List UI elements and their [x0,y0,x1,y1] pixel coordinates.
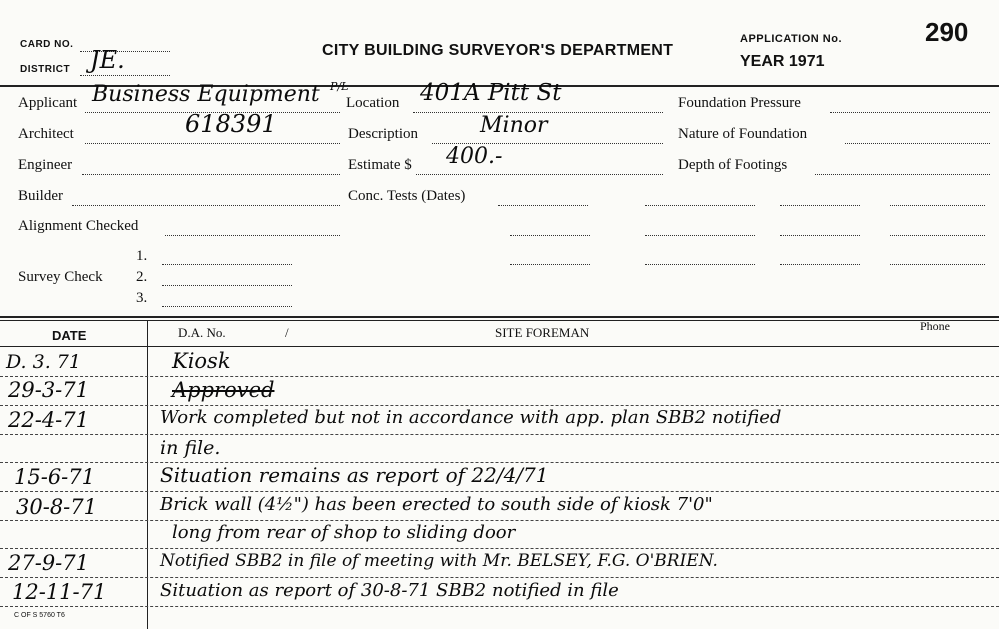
conc-line-a3 [510,264,590,265]
location-value: 401A Pitt St [420,80,562,106]
foundation-pressure-label: Foundation Pressure [678,95,801,111]
conc-tests-label: Conc. Tests (Dates) [348,188,466,204]
architect-value: 618391 [185,110,277,138]
conc-line-b3 [645,264,755,265]
row-note: Work completed but not in accordance with app. plan SBB2 notified [160,407,782,428]
estimate-label: Estimate $ [348,157,412,173]
row-separator [0,606,999,607]
conc-line-b2 [645,235,755,236]
row-separator [0,520,999,521]
survey-line-3 [162,306,292,307]
row-note: Situation as report of 30-8-71 SBB2 notified in file [160,580,619,601]
table-header-divider [0,346,999,347]
district-line [80,75,170,76]
engineer-line [82,174,340,175]
conc-line-d1 [890,205,985,206]
card-no-label: CARD NO. [20,39,74,50]
nature-foundation-label: Nature of Foundation [678,126,808,142]
engineer-label: Engineer [18,157,73,173]
row-note: in file. [160,437,221,459]
conc-line-c3 [780,264,860,265]
row-separator [0,577,999,578]
conc-line-a1 [498,205,588,206]
conc-line-b1 [645,205,755,206]
row-note: Approved [172,378,275,402]
row-date: 12-11-71 [12,580,107,604]
row-date: D. 3. 71 [6,351,81,373]
phone-header: Phone [920,319,950,333]
depth-footings-label: Depth of Footings [678,157,788,173]
alignment-line [165,235,340,236]
description-label: Description [348,126,418,142]
architect-label: Architect [18,126,74,142]
applicant-label: Applicant [18,95,78,111]
depth-footings-line [815,174,990,175]
date-header: DATE [52,328,87,343]
da-no-header: D.A. No. [178,325,226,340]
site-foreman-header: SITE FOREMAN [495,325,590,340]
description-value: Minor [480,113,548,138]
survey-num-2: 2. [136,269,148,285]
architect-line [85,143,340,144]
nature-foundation-line [845,143,990,144]
row-separator [0,376,999,377]
department-title: CITY BUILDING SURVEYOR'S DEPARTMENT [322,42,674,59]
estimate-line [416,174,663,175]
application-label: APPLICATION No. [740,33,843,45]
survey-num-3: 3. [136,290,148,306]
estimate-value: 400.- [446,144,503,169]
conc-line-d3 [890,264,985,265]
foundation-pressure-line [830,112,990,113]
row-separator [0,491,999,492]
builder-label: Builder [18,188,63,204]
survey-check-label: Survey Check [18,269,103,285]
row-note: long from rear of shop to sliding door [172,522,516,543]
row-note: Notified SBB2 in file of meeting with Mr. BELSEY, F.G. O'BRIEN. [160,551,718,571]
row-date: 30-8-71 [16,495,97,519]
row-separator [0,548,999,549]
row-note: Kiosk [172,349,231,373]
row-separator [0,434,999,435]
survey-num-1: 1. [136,248,148,264]
row-note: Brick wall (4½") has been erected to south side of kiosk 7'0" [160,494,713,515]
applicant-value: Business Equipment [92,82,320,107]
district-value: JE. [90,46,125,74]
da-no-slash: / [285,325,289,340]
row-note: Situation remains as report of 22/4/71 [160,463,549,487]
table-top-border-inner [0,320,999,321]
conc-line-a2 [510,235,590,236]
alignment-label: Alignment Checked [18,218,139,234]
builder-line [72,205,340,206]
conc-line-c2 [780,235,860,236]
location-label: Location [346,95,400,111]
date-column-divider [147,320,148,629]
survey-line-1 [162,264,292,265]
survey-line-2 [162,285,292,286]
table-top-border [0,316,999,318]
location-prefix: P/L [330,80,349,93]
application-number: 290 [925,17,969,47]
row-date: 29-3-71 [8,378,89,402]
row-date: 27-9-71 [8,551,89,575]
district-label: DISTRICT [20,64,71,75]
row-date: 15-6-71 [14,465,95,489]
conc-line-d2 [890,235,985,236]
row-separator [0,405,999,406]
conc-line-c1 [780,205,860,206]
year-label: YEAR 1971 [740,53,825,70]
row-date: 22-4-71 [8,408,89,432]
form-code: C OF S 5760 T6 [14,612,65,619]
